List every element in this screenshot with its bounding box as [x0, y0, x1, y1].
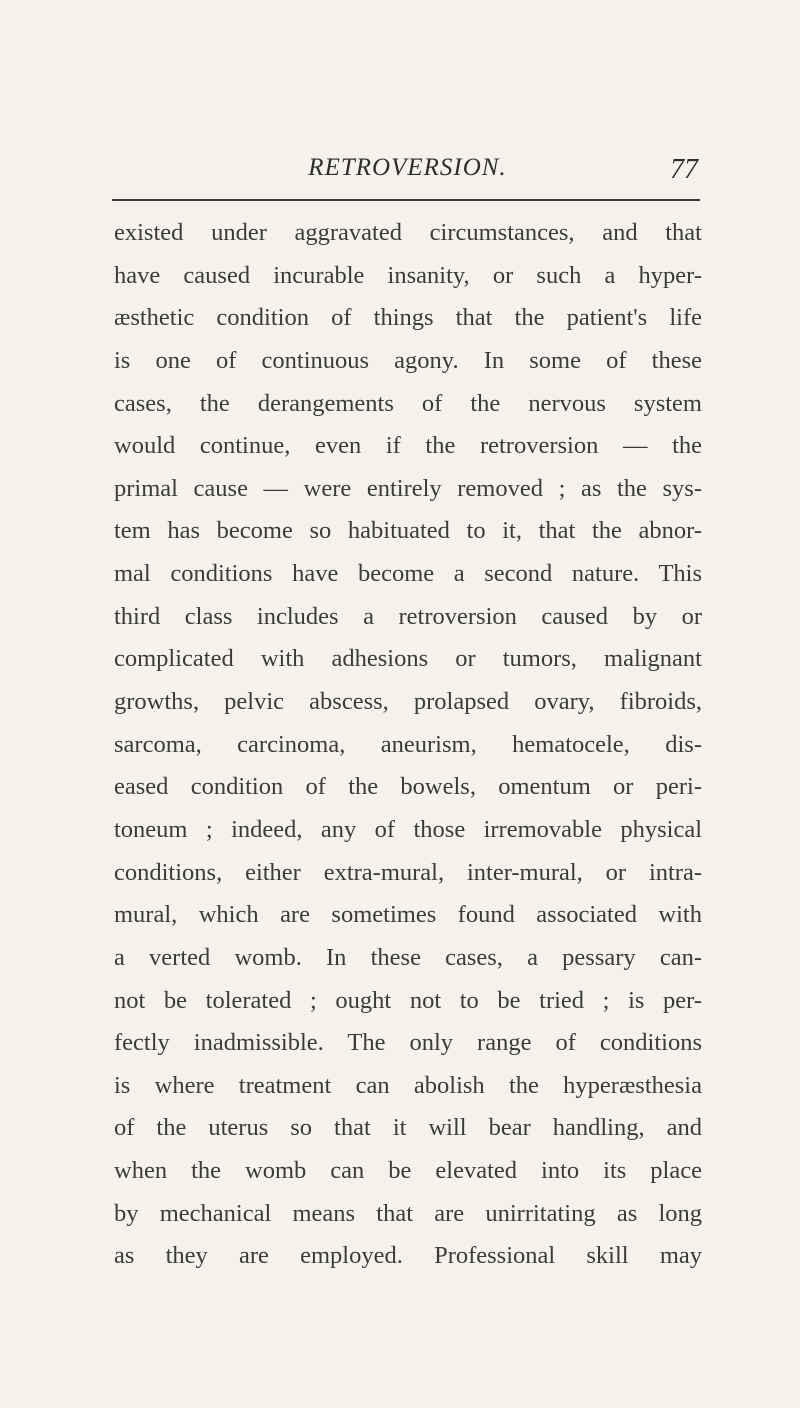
text-line: mal conditions have become a second nature. This	[114, 560, 702, 588]
text-line: growths, pelvic abscess, prolapsed ovary, fibroids,	[114, 688, 702, 716]
text-line: is one of continuous agony. In some of these	[114, 346, 702, 374]
text-line: is where treatment can abolish the hyperæsthesia	[114, 1071, 702, 1099]
text-line: third class includes a retroversion caused by or	[114, 602, 702, 630]
text-line: would continue, even if the retroversion — the	[114, 432, 702, 460]
text-line: a verted womb. In these cases, a pessary can-	[114, 943, 702, 971]
text-line: not be tolerated ; ought not to be tried ; is per-	[114, 986, 702, 1014]
text-line: of the uterus so that it will bear handling, and	[114, 1114, 702, 1142]
text-line: sarcoma, carcinoma, aneurism, hematocele, dis-	[114, 730, 702, 758]
text-line: mural, which are sometimes found associated with	[114, 901, 702, 929]
text-line: æsthetic condition of things that the patient's life	[114, 304, 702, 332]
text-line: as they are employed. Professional skill may	[114, 1242, 702, 1270]
text-line: primal cause — were entirely removed ; as the sys-	[114, 474, 702, 502]
text-line: by mechanical means that are unirritating as long	[114, 1199, 702, 1227]
text-line: toneum ; indeed, any of those irremovable physical	[114, 815, 702, 843]
text-line: fectly inadmissible. The only range of conditions	[114, 1029, 702, 1057]
page-number: 77	[670, 154, 698, 185]
text-line: conditions, either extra-mural, inter-mural, or intra-	[114, 858, 702, 886]
text-line: tem has become so habituated to it, that the abnor-	[114, 517, 702, 545]
text-line: cases, the derangements of the nervous system	[114, 389, 702, 417]
body-text	[114, 212, 702, 1278]
text-line: have caused incurable insanity, or such a hyper-	[114, 261, 702, 289]
text-line: when the womb can be elevated into its place	[114, 1157, 702, 1185]
text-line: complicated with adhesions or tumors, malignant	[114, 645, 702, 673]
header-rule	[112, 199, 700, 201]
running-head	[115, 154, 700, 194]
text-line: eased condition of the bowels, omentum or peri-	[114, 773, 702, 801]
running-title: RETROVERSION.	[308, 154, 507, 181]
text-line: existed under aggravated circumstances, and that	[114, 219, 702, 246]
